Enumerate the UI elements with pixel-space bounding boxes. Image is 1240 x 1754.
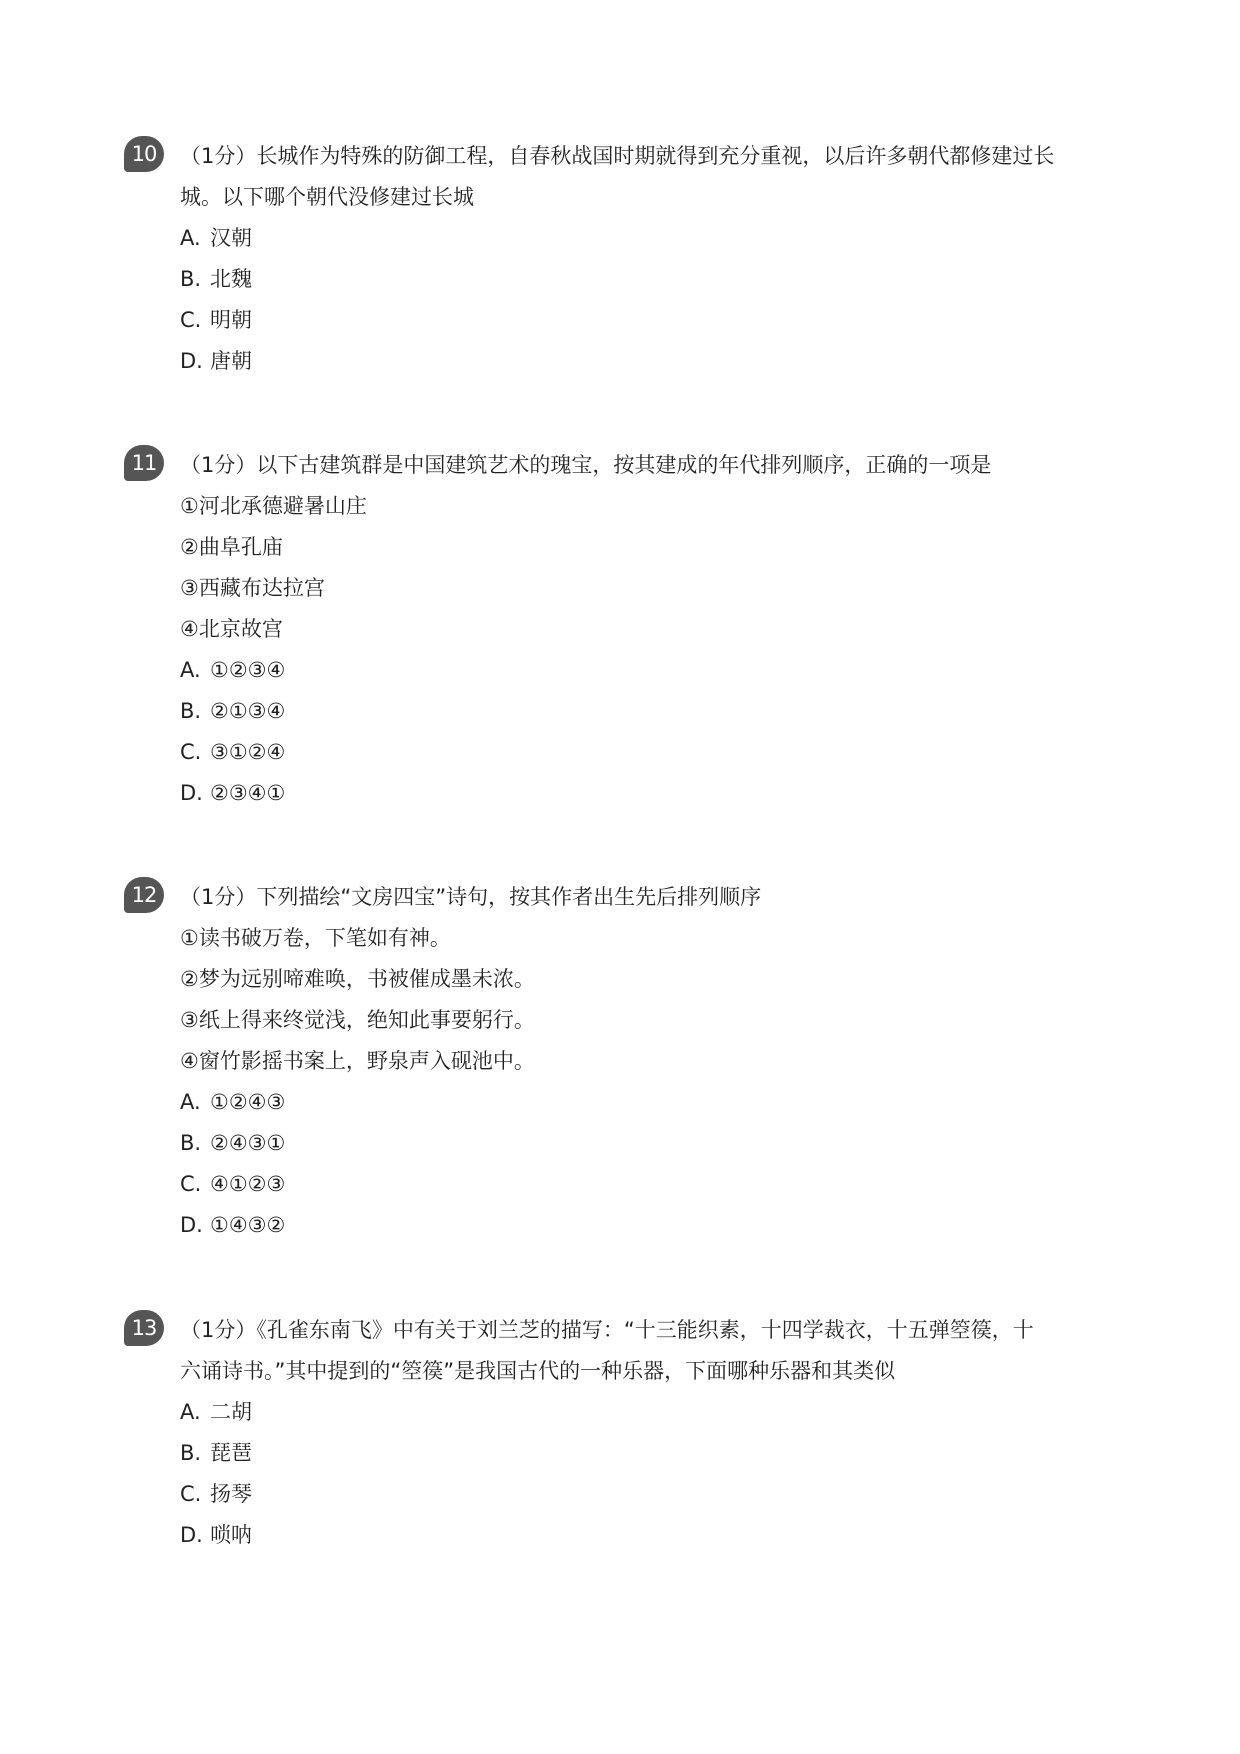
option-letter: A. xyxy=(180,1400,201,1424)
option-letter: D. xyxy=(180,781,203,805)
option-text: 北魏 xyxy=(210,267,252,291)
option-letter: B. xyxy=(180,1441,202,1465)
answer-option-d[interactable] xyxy=(180,1205,1124,1246)
option-letter: C. xyxy=(180,1482,202,1506)
option-letter: A. xyxy=(180,226,201,250)
option-letter: B. xyxy=(180,699,202,723)
option-letter: B. xyxy=(180,267,202,291)
option-text: ②④③① xyxy=(210,1131,286,1155)
answer-option-a[interactable] xyxy=(180,1082,1124,1123)
question-item: ④北京故宫 xyxy=(180,617,283,641)
answer-option-d[interactable] xyxy=(180,773,1124,814)
answer-option-c[interactable] xyxy=(180,1164,1124,1205)
option-text: 唐朝 xyxy=(210,349,252,373)
option-text: ②①③④ xyxy=(210,699,286,723)
option-text: 扬琴 xyxy=(210,1482,252,1506)
option-text: ②③④① xyxy=(210,781,286,805)
option-letter: D. xyxy=(180,1523,203,1547)
answer-option-d[interactable] xyxy=(180,341,1124,382)
question-stem-line: 城。以下哪个朝代没修建过长城 xyxy=(180,185,474,209)
answer-option-a[interactable] xyxy=(180,1392,1124,1433)
answer-option-a[interactable] xyxy=(180,218,1124,259)
question-item: ②梦为远别啼难唤，书被催成墨未浓。 xyxy=(180,967,535,991)
question-stem-line: （1分）长城作为特殊的防御工程，自春秋战国时期就得到充分重视，以后许多朝代都修建过长 xyxy=(180,144,1055,168)
option-text: ①④③② xyxy=(210,1213,286,1237)
question-item: ④窗竹影摇书案上，野泉声入砚池中。 xyxy=(180,1049,535,1073)
question-10 xyxy=(124,136,1124,382)
question-number-badge: 11 xyxy=(124,445,164,481)
answer-option-d[interactable] xyxy=(180,1515,1124,1556)
option-letter: C. xyxy=(180,1172,202,1196)
answer-option-b[interactable] xyxy=(180,1123,1124,1164)
answer-option-b[interactable] xyxy=(180,691,1124,732)
option-text: 琵琶 xyxy=(210,1441,252,1465)
question-12 xyxy=(124,877,1124,1246)
option-text: ①②④③ xyxy=(210,1090,286,1114)
option-letter: C. xyxy=(180,740,202,764)
option-letter: A. xyxy=(180,1090,201,1114)
option-text: ③①②④ xyxy=(210,740,286,764)
option-text: ①②③④ xyxy=(210,658,286,682)
question-13 xyxy=(124,1310,1124,1556)
option-text: 唢呐 xyxy=(210,1523,252,1547)
option-letter: D. xyxy=(180,1213,203,1237)
question-stem-line: （1分）以下古建筑群是中国建筑艺术的瑰宝，按其建成的年代排列顺序，正确的一项是 xyxy=(180,453,992,477)
option-text: ④①②③ xyxy=(210,1172,286,1196)
question-item: ③西藏布达拉宫 xyxy=(180,576,325,600)
question-stem-line: （1分）下列描绘“文房四宝”诗句，按其作者出生先后排列顺序 xyxy=(180,885,762,909)
question-item: ②曲阜孔庙 xyxy=(180,535,283,559)
option-letter: D. xyxy=(180,349,203,373)
option-text: 二胡 xyxy=(210,1400,252,1424)
answer-option-c[interactable] xyxy=(180,1474,1124,1515)
answer-option-c[interactable] xyxy=(180,732,1124,773)
question-number-badge: 13 xyxy=(124,1310,164,1346)
option-letter: C. xyxy=(180,308,202,332)
answer-option-b[interactable] xyxy=(180,259,1124,300)
option-text: 汉朝 xyxy=(210,226,252,250)
question-item: ①河北承德避暑山庄 xyxy=(180,494,367,518)
question-item: ①读书破万卷，下笔如有神。 xyxy=(180,926,451,950)
answer-option-b[interactable] xyxy=(180,1433,1124,1474)
answer-option-c[interactable] xyxy=(180,300,1124,341)
question-item: ③纸上得来终觉浅，绝知此事要躬行。 xyxy=(180,1008,535,1032)
option-text: 明朝 xyxy=(210,308,252,332)
question-number-badge: 12 xyxy=(124,877,164,913)
option-letter: A. xyxy=(180,658,201,682)
question-stem-line: （1分）《孔雀东南飞》中有关于刘兰芝的描写：“十三能织素，十四学裁衣，十五弹箜篌，十 xyxy=(180,1318,1034,1342)
question-11 xyxy=(124,445,1124,814)
option-letter: B. xyxy=(180,1131,202,1155)
answer-option-a[interactable] xyxy=(180,650,1124,691)
question-number-badge: 10 xyxy=(124,136,164,172)
question-stem-line: 六诵诗书。”其中提到的“箜篌”是我国古代的一种乐器，下面哪种乐器和其类似 xyxy=(180,1359,896,1383)
